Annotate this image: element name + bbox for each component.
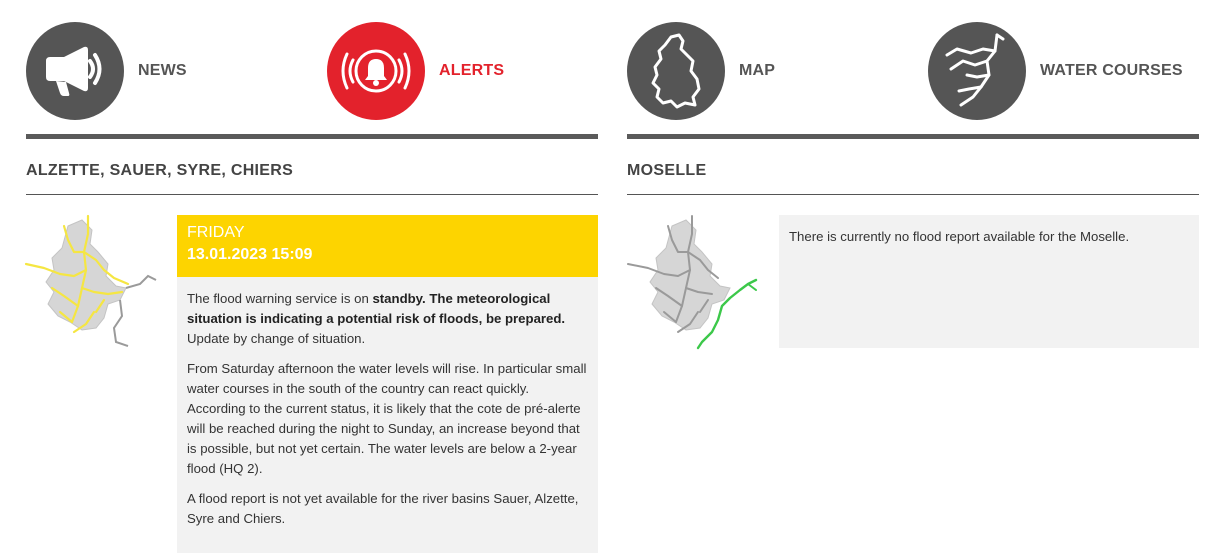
alarm-bell-icon bbox=[341, 36, 411, 106]
alert-datetime: 13.01.2023 15:09 bbox=[187, 246, 313, 263]
alert-body bbox=[177, 277, 598, 553]
left-thick-rule bbox=[26, 134, 598, 139]
alert-p1-bold: standby. The meteorological situation is indicating a potential risk of floods, be prepared. bbox=[187, 291, 566, 326]
nav-alerts[interactable] bbox=[327, 22, 504, 120]
river-network-icon bbox=[937, 31, 1017, 111]
nav-alerts-label[interactable]: ALERTS bbox=[439, 62, 505, 79]
luxembourg-outline-icon bbox=[641, 31, 711, 111]
alert-p1-end: Update by change of situation. bbox=[187, 331, 366, 346]
moselle-basin-map bbox=[626, 212, 762, 352]
right-thick-rule bbox=[627, 134, 1199, 139]
map-circle[interactable] bbox=[627, 22, 725, 120]
left-thin-rule bbox=[26, 194, 598, 195]
moselle-message: There is currently no flood report available for the Moselle. bbox=[789, 229, 1130, 244]
nav-map-label[interactable]: MAP bbox=[739, 62, 776, 79]
megaphone-icon bbox=[40, 41, 110, 101]
nav-news[interactable] bbox=[26, 22, 187, 120]
news-circle[interactable] bbox=[26, 22, 124, 120]
section-title-right: MOSELLE bbox=[627, 162, 707, 179]
nav-map[interactable] bbox=[627, 22, 775, 120]
alert-paragraph-2: From Saturday afternoon the water levels will rise. In particular small water courses in the south of the country can react quickly. According to the current status, it is likely that the cote de pré-alerte will be reached during the night to Sunday, an increase beyond that is possible, but not yet certain. The water levels are below a 2-year flood (HQ 2). bbox=[187, 361, 587, 476]
water-courses-circle[interactable] bbox=[928, 22, 1026, 120]
alzette-basin-map bbox=[24, 212, 160, 352]
alert-paragraph-1 bbox=[187, 289, 588, 349]
alert-p1-start: The flood warning service is on bbox=[187, 291, 373, 306]
alert-day: FRIDAY bbox=[187, 224, 245, 241]
alert-paragraph-3: A flood report is not yet available for the river basins Sauer, Alzette, Syre and Chiers. bbox=[187, 491, 579, 526]
alert-header bbox=[177, 215, 598, 277]
nav-water-courses[interactable] bbox=[928, 22, 1183, 120]
section-title-left: ALZETTE, SAUER, SYRE, CHIERS bbox=[26, 162, 294, 179]
nav-news-label[interactable]: NEWS bbox=[138, 62, 187, 79]
alerts-circle[interactable] bbox=[327, 22, 425, 120]
moselle-report-box bbox=[779, 215, 1199, 348]
nav-water-courses-label[interactable]: WATER COURSES bbox=[1040, 62, 1183, 79]
right-thin-rule bbox=[627, 194, 1199, 195]
